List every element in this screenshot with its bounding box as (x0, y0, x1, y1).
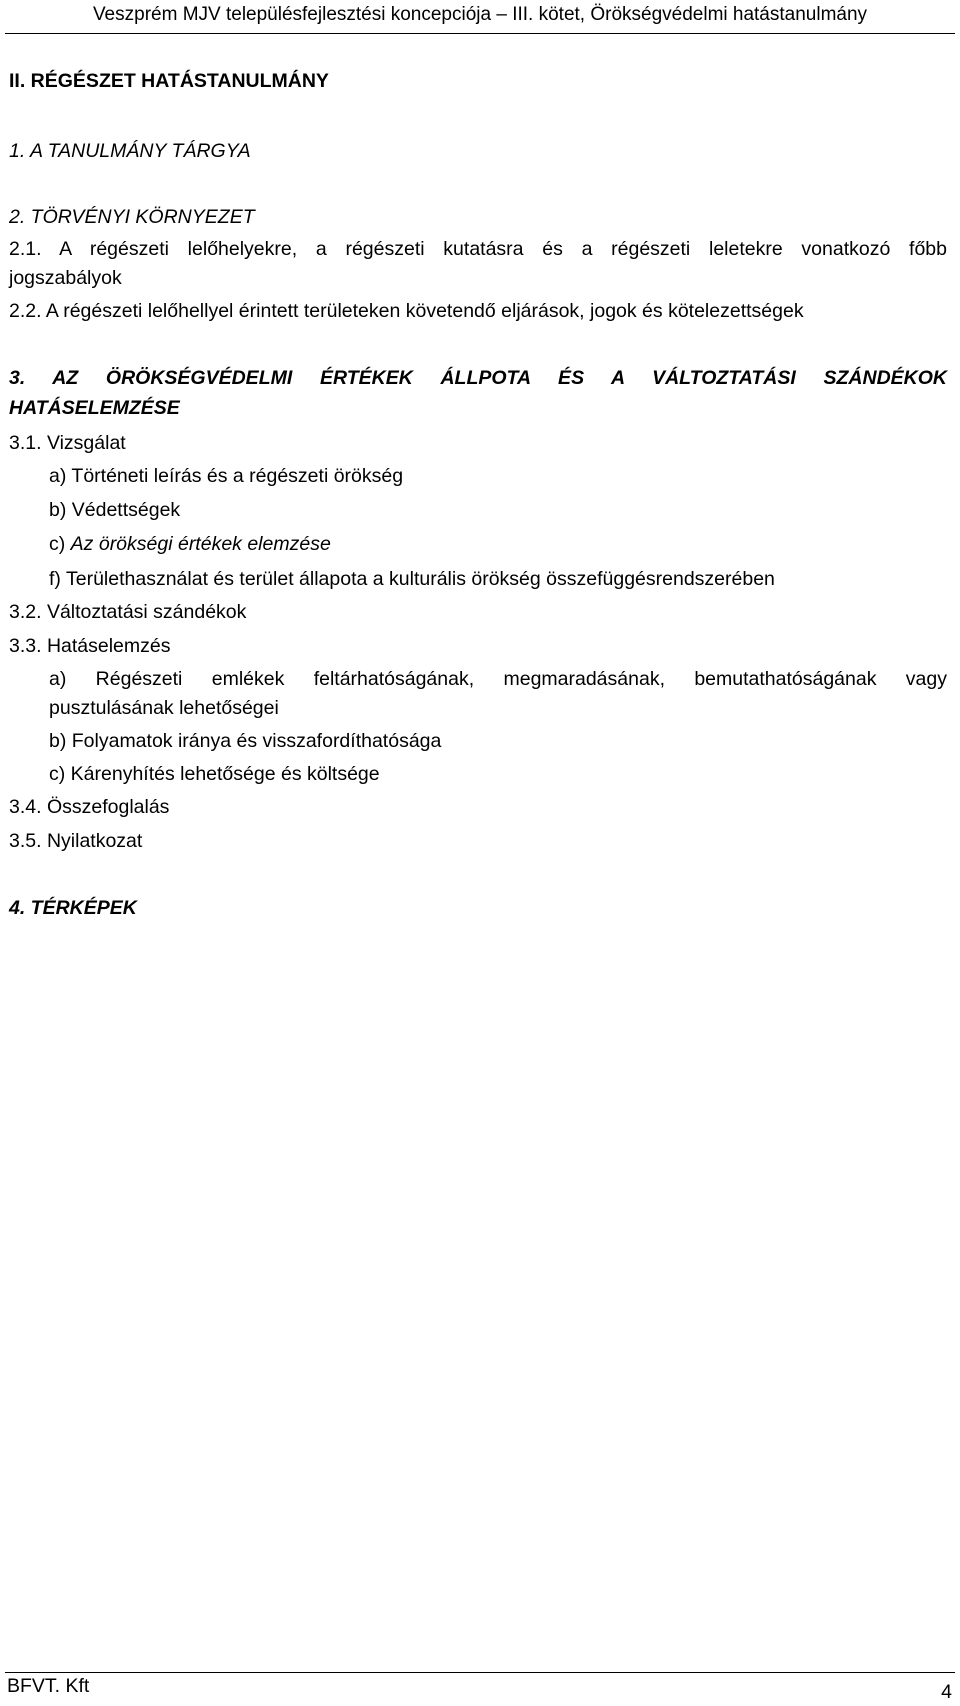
toc-item-2-1-line2: jogszabályok (9, 267, 122, 289)
toc-item-3-1: 3.1. Vizsgálat (9, 432, 126, 454)
toc-item-3-1-c (49, 533, 331, 556)
toc-item-3-line1: 3. AZ ÖRÖKSÉGVÉDELMI ÉRTÉKEK ÁLLPOTA ÉS A VÁLTOZTATÁSI SZÁNDÉKOK (9, 367, 947, 389)
toc-item-3-3-b: b) Folyamatok iránya és visszafordíthatósága (49, 730, 442, 752)
footer-divider (5, 1672, 955, 1673)
running-header: Veszprém MJV településfejlesztési koncepciója – III. kötet, Örökségvédelmi hatástanulmány (92, 4, 868, 25)
toc-item-3-5: 3.5. Nyilatkozat (9, 830, 143, 852)
toc-item-3-1-f: f) Területhasználat és terület állapota a kulturális örökség összefüggésrendszerében (49, 568, 775, 590)
toc-item-3-line2: HATÁSELEMZÉSE (9, 397, 180, 419)
toc-item-3-1-b: b) Védettségek (49, 499, 181, 521)
toc-item-3-1-c-text: Az örökségi értékek elemzése (70, 533, 331, 555)
toc-item-2-2: 2.2. A régészeti lelőhellyel érintett területeken követendő eljárások, jogok és kötelezettségek (9, 300, 804, 322)
page-number: 4 (941, 1681, 952, 1703)
toc-item-3-3: 3.3. Hatáselemzés (9, 635, 171, 657)
toc-item-3-4: 3.4. Összefoglalás (9, 796, 170, 818)
toc-item-1: 1. A TANULMÁNY TÁRGYA (9, 140, 251, 162)
footer-company: BFVT. Kft (7, 1675, 90, 1697)
toc-item-3-1-c-prefix: c) (49, 533, 71, 555)
toc-item-3-1-a: a) Történeti leírás és a régészeti örökség (49, 465, 404, 487)
toc-item-3-3-a-line2: pusztulásának lehetőségei (49, 697, 279, 719)
section-title: II. RÉGÉSZET HATÁSTANULMÁNY (9, 70, 329, 92)
toc-item-3-3-a-line1: a) Régészeti emlékek feltárhatóságának, megmaradásának, bemutathatóságának vagy (49, 668, 947, 690)
toc-item-3-3-c: c) Kárenyhítés lehetősége és költsége (49, 763, 380, 785)
toc-item-3-2: 3.2. Változtatási szándékok (9, 601, 247, 623)
toc-item-2-1-line1: 2.1. A régészeti lelőhelyekre, a régészeti kutatásra és a régészeti leletekre vonatkozó főbb (9, 238, 947, 260)
header-divider (5, 33, 955, 34)
toc-item-4: 4. TÉRKÉPEK (9, 897, 137, 919)
toc-item-2: 2. TÖRVÉNYI KÖRNYEZET (9, 206, 255, 228)
